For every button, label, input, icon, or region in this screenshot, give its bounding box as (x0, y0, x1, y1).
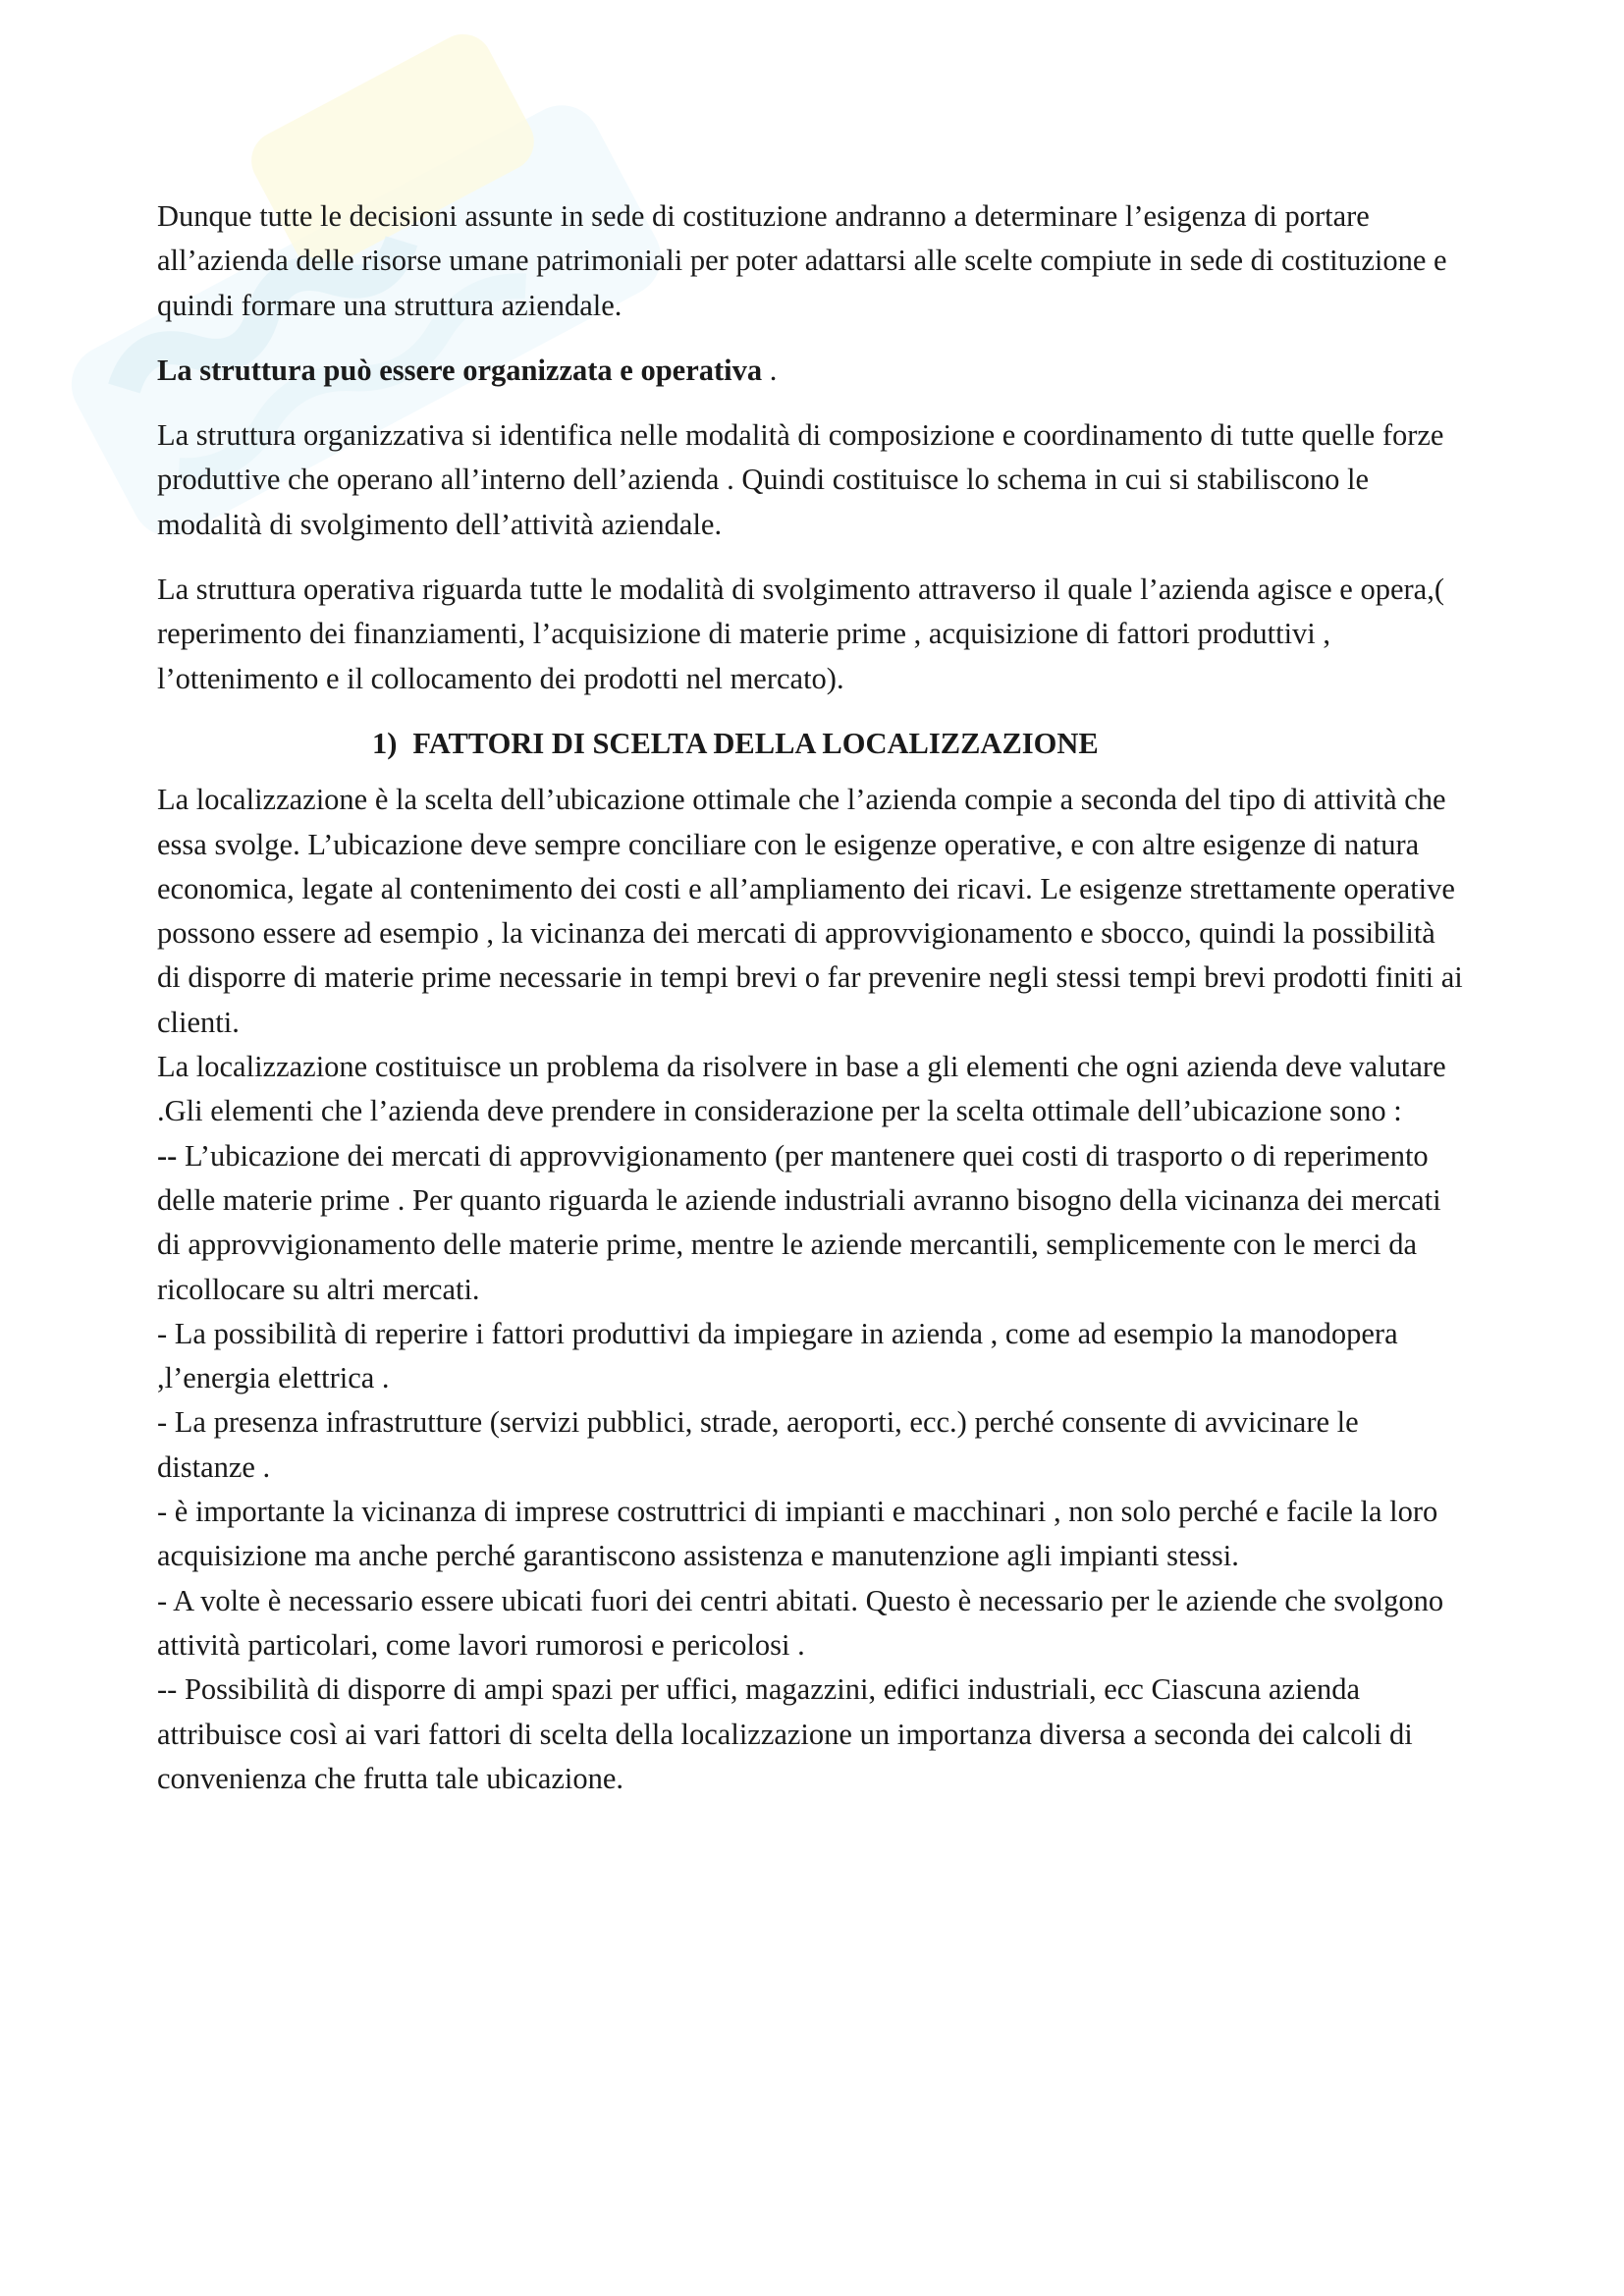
list-dash: - (157, 1495, 168, 1529)
list-dash: - (157, 1405, 168, 1440)
localization-paragraph-1: La localizzazione è la scelta dell’ubicazione ottimale che l’azienda compie a seconda del tipo di attività che essa svolge. L’ubicazione deve sempre conciliare con le esigenze operative, e con altre esigenze di natura economica, legate al contenimento dei costi e all’ampliamento dei ricavi. Le esigenze strettamente operative possono essere ad esempio , la vicinanza dei mercati di approvvigionamento e sbocco, quindi la possibilità di disporre di materie prime necessarie in tempi brevi o far prevenire negli stessi tempi brevi prodotti finiti ai clienti. (157, 783, 1463, 1039)
list-item-text: Possibilità di disporre di ampi spazi per uffici, magazzini, edifici industriali, ecc Ciascuna azienda attribuisce così ai vari fattori di scelta della localizzazione un importanza diversa a seconda dei calcoli di convenienza che frutta tale ubicazione. (157, 1672, 1413, 1795)
intro-paragraph: Dunque tutte le decisioni assunte in sede di costituzione andranno a determinare l’esigenza di portare all’azienda delle risorse umane patrimoniali per poter adattarsi alle scelte compiute in sede di costituzione e quindi formare una struttura aziendale. (157, 199, 1447, 322)
list-item (157, 1667, 1463, 1801)
list-item-text: La possibilità di reperire i fattori produttivi da impiegare in azienda , come ad esempio la manodopera ,l’energia elettrica . (157, 1316, 1398, 1395)
list-item (157, 1490, 1463, 1579)
list-item (157, 1579, 1463, 1668)
operational-paragraph: La struttura operativa riguarda tutte le modalità di svolgimento attraverso il quale l’azienda agisce e opera,( reperimento dei finanziamenti, l’acquisizione di materie prime , acquisizione di fattori produttivi , l’ottenimento e il collocamento dei prodotti nel mercato). (157, 573, 1444, 695)
structure-heading-text: La struttura può essere organizzata e operativa (157, 353, 763, 387)
structure-heading (157, 349, 1463, 393)
list-item-text: La presenza infrastrutture (servizi pubblici, strade, aeroporti, ecc.) perché consente di avvicinare le distanze . (157, 1405, 1359, 1484)
list-dash: - (157, 1583, 168, 1617)
section-title-text: FATTORI DI SCELTA DELLA LOCALIZZAZIONE (412, 726, 1099, 760)
section-title (157, 722, 1463, 766)
list-dash: -- (157, 1138, 178, 1173)
list-dash: - (157, 1316, 168, 1350)
list-item-text: L’ubicazione dei mercati di approvvigionamento (per mantenere quei costi di trasporto o di reperimento delle materie prime . Per quanto riguarda le aziende industriali avranno bisogno della vicinanza dei mercati di approvvigionamento delle materie prime, mentre le aziende mercantili, semplicemente con le merci da ricollocare su altri mercati. (157, 1138, 1441, 1306)
list-item (157, 1312, 1463, 1401)
list-dash: -- (157, 1672, 178, 1707)
list-item-text: è importante la vicinanza di imprese costruttrici di impianti e macchinari , non solo perché e facile la loro acquisizione ma anche perché garantiscono assistenza e manutenzione agli impianti stessi. (157, 1495, 1438, 1573)
localization-paragraph-2: La localizzazione costituisce un problema da risolvere in base a gli elementi che ogni azienda deve valutare .Gli elementi che l’azienda deve prendere in considerazione per la scelta ottimale dell’ubicazione sono : (157, 1050, 1446, 1128)
structure-heading-tail: . (762, 353, 778, 387)
document-page (157, 194, 1463, 1801)
organizational-paragraph: La struttura organizzativa si identifica nelle modalità di composizione e coordinamento di tutte quelle forze produttive che operano all’interno dell’azienda . Quindi costituisce lo schema in cui si stabiliscono le modalità di svolgimento dell’attività aziendale. (157, 418, 1444, 541)
list-item-text: A volte è necessario essere ubicati fuori dei centri abitati. Questo è necessario per le aziende che svolgono attività particolari, come lavori rumorosi e pericolosi . (157, 1583, 1444, 1662)
list-item (157, 1400, 1463, 1490)
section-number: 1) (372, 726, 398, 760)
list-item (157, 1134, 1463, 1312)
